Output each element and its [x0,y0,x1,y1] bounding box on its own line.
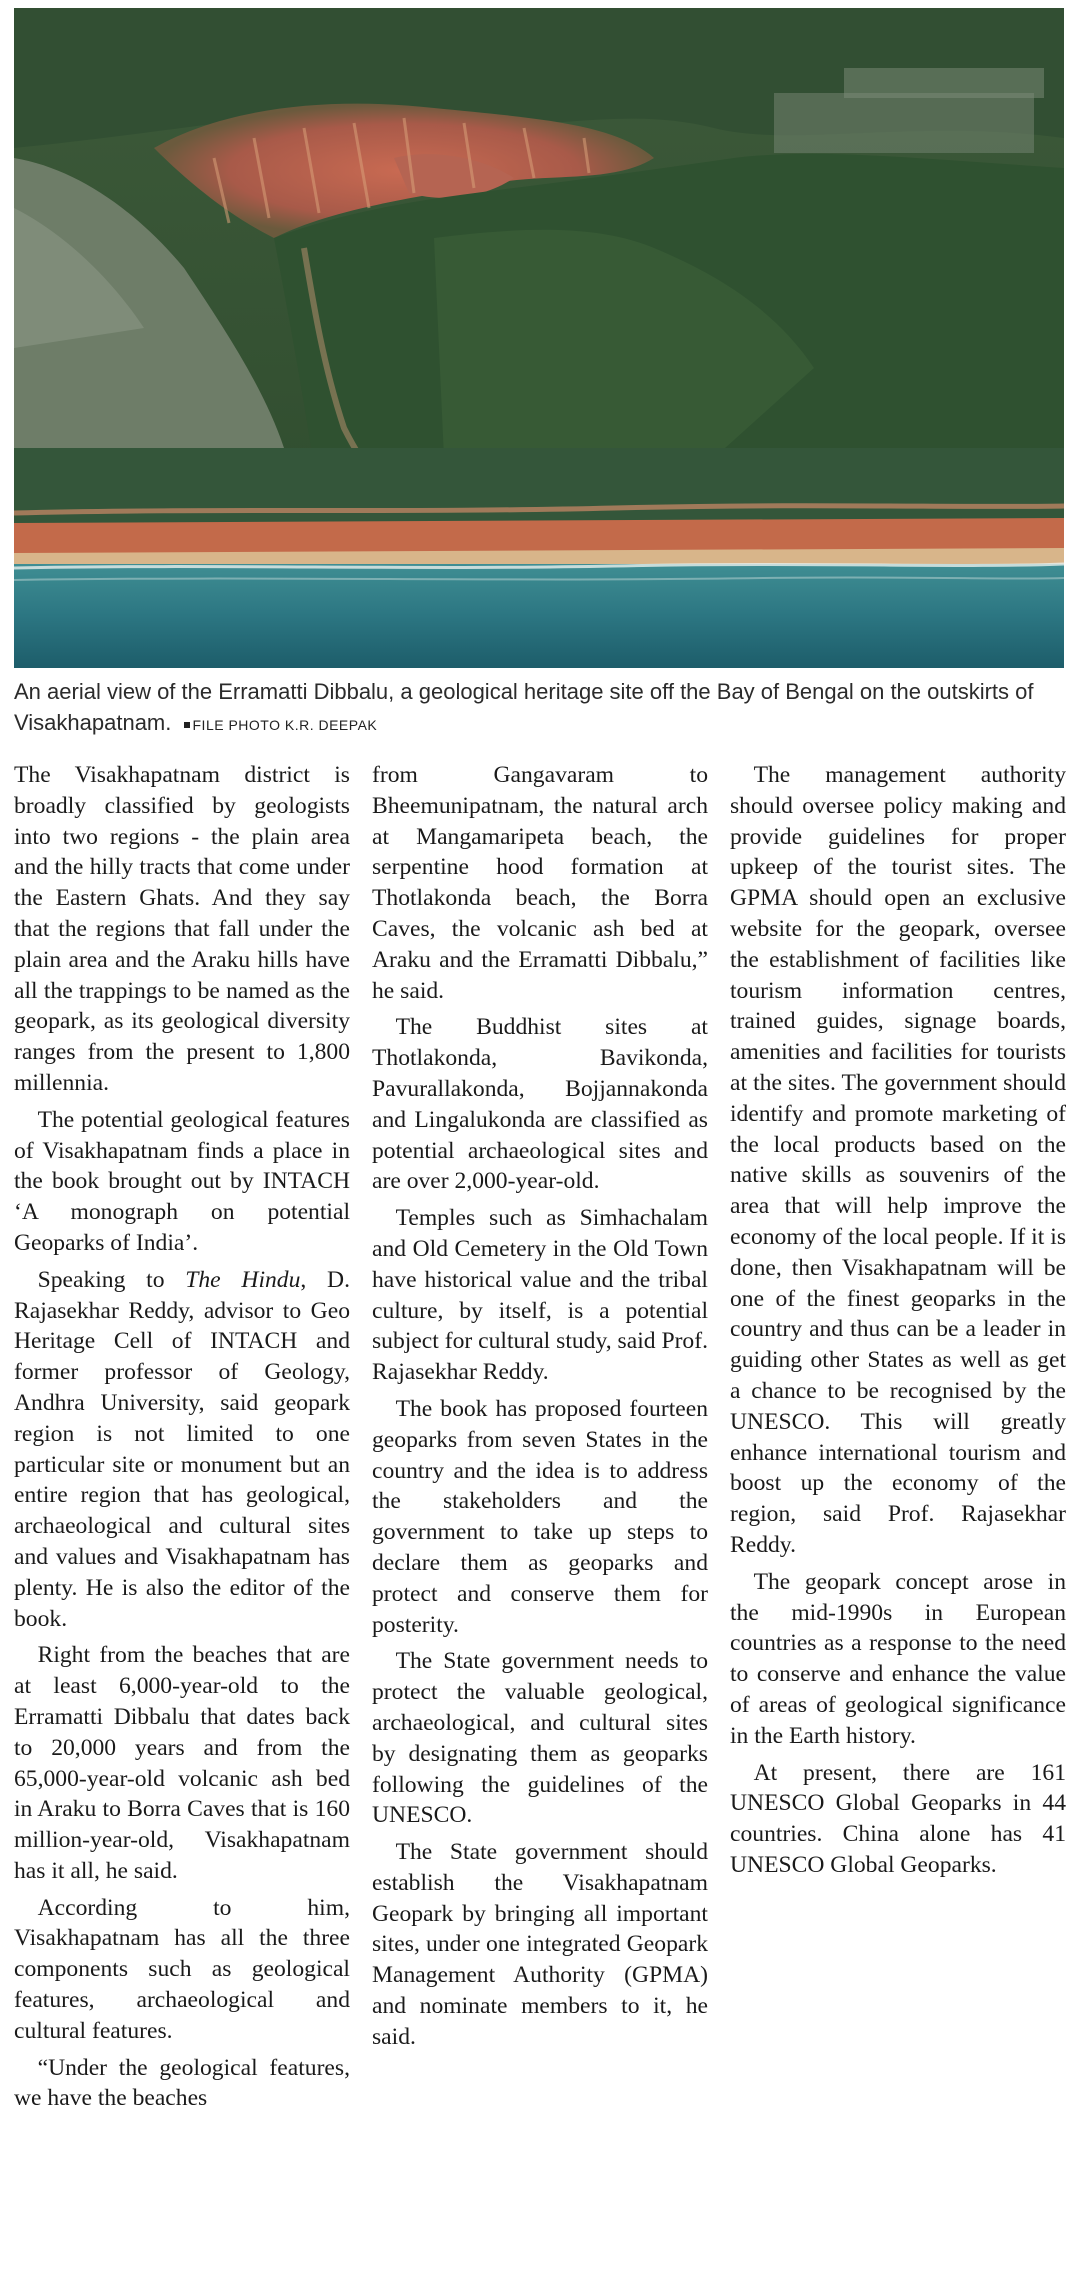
aerial-landscape-photo [14,8,1064,668]
paragraph: “Under the geological features, we have the beaches [14,2054,350,2112]
paragraph: The State government needs to protect the valuable geological, archaeological, and cultural sites by designating them as geoparks following the guidelines of the UNESCO. [372,1648,708,1829]
article-column-1 [14,760,350,2260]
paragraph [14,1265,350,1635]
paragraph: The Visakhapatnam district is broadly classified by geologists into two regions - the plain area and the hilly tracts that come under the Eastern Ghats. And they say that the regions that fall under the plain area and the Araku hills have all the trappings to be named as the geopark, as its geological diversity ranges from the present to 1,800 millennia. [14,762,350,1096]
paragraph: The State government should establish the Visakhapatnam Geopark by bringing all important sites, under one integrated Geopark Management Authority (GPMA) and nominate members to it, he said. [372,1839,708,2050]
paragraph: from Gangavaram to Bheemunipatnam, the natural arch at Mangamaripeta beach, the serpentine hood formation at Thotlakonda beach, the Borra Caves, the volcanic ash bed at Araku and the Erramatti Dibbalu,” he said. [372,762,708,1004]
paragraph: At present, there are 161 UNESCO Global Geoparks in 44 countries. China alone has 41 UNESCO Global Geoparks. [730,1759,1066,1878]
paragraph: Right from the beaches that are at least 6,000-year-old to the Erramatti Dibbalu that dates back to 20,000 years and from the 65,000-year-old volcanic ash bed in Araku to Borra Caves that is 160 million-year-old, Visakhapatnam has it all, he said. [14,1642,350,1884]
article-body [14,760,1066,2260]
paragraph-rest: , D. Rajasekhar Reddy, advisor to Geo Heritage Cell of INTACH and former professor of Geology, Andhra University, said geopark region is not limited to one particular site or monument but an entire region that has geological, archaeological and cultural sites and values and Visakhapatnam has plenty. He is also the editor of the book. [14,1266,350,1632]
paragraph: The potential geological features of Visakhapatnam finds a place in the book brought out by INTACH ‘A monograph on potential Geoparks of India’. [14,1106,350,1256]
aerial-landscape-icon [14,8,1064,668]
bullet-icon [184,722,190,728]
paragraph: The geopark concept arose in the mid-1990s in European countries as a response to the need to conserve and enhance the value of areas of geological significance in the Earth history. [730,1568,1066,1749]
photo-caption [14,676,1064,741]
paragraph: Temples such as Simhachalam and Old Cemetery in the Old Town have historical value and the tribal culture, by itself, is a potential subject for cultural study, said Prof. Rajasekhar Reddy. [372,1205,708,1386]
paragraph: The Buddhist sites at Thotlakonda, Bavikonda, Pavurallakonda, Bojjannakonda and Lingalukonda are classified as potential archaeological sites and are over 2,000-year-old. [372,1014,708,1195]
article-column-3 [730,760,1066,2260]
article-column-2 [372,760,708,2260]
paragraph: The book has proposed fourteen geoparks from seven States in the country and the idea is to address the stakeholders and the government to take up steps to declare them as geoparks and protect and conserve them for posterity. [372,1395,708,1638]
paragraph-lead: Speaking to [37,1266,186,1293]
paragraph: According to him, Visakhapatnam has all the three components such as geological features, archaeological and cultural features. [14,1894,350,2044]
photo-credit [178,717,378,733]
publication-name: The Hindu [185,1266,301,1293]
credit-text: FILE PHOTO K.R. DEEPAK [192,717,378,733]
paragraph: The management authority should oversee policy making and provide guidelines for proper upkeep of the tourist sites. The GPMA should open an exclusive website for the geopark, oversee the establishment of facilities like tourism information centres, trained guides, signage boards, amenities and facilities for tourists at the sites. The government should identify and promote marketing of the local products based on the native skills as souvenirs of the area that will help improve the economy of the local people. If it is done, then Visakhapatnam will be one of the finest geoparks in the country and thus can be a leader in guiding other States as well as get a chance to be recognised by the UNESCO. This will greatly enhance international tourism and boost up the economy of the region, said Prof. Rajasekhar Reddy. [730,762,1066,1558]
caption-text: An aerial view of the Erramatti Dibbalu, a geological heritage site off the Bay of Bengal on the outskirts of Visakhapatnam. [14,679,1034,735]
